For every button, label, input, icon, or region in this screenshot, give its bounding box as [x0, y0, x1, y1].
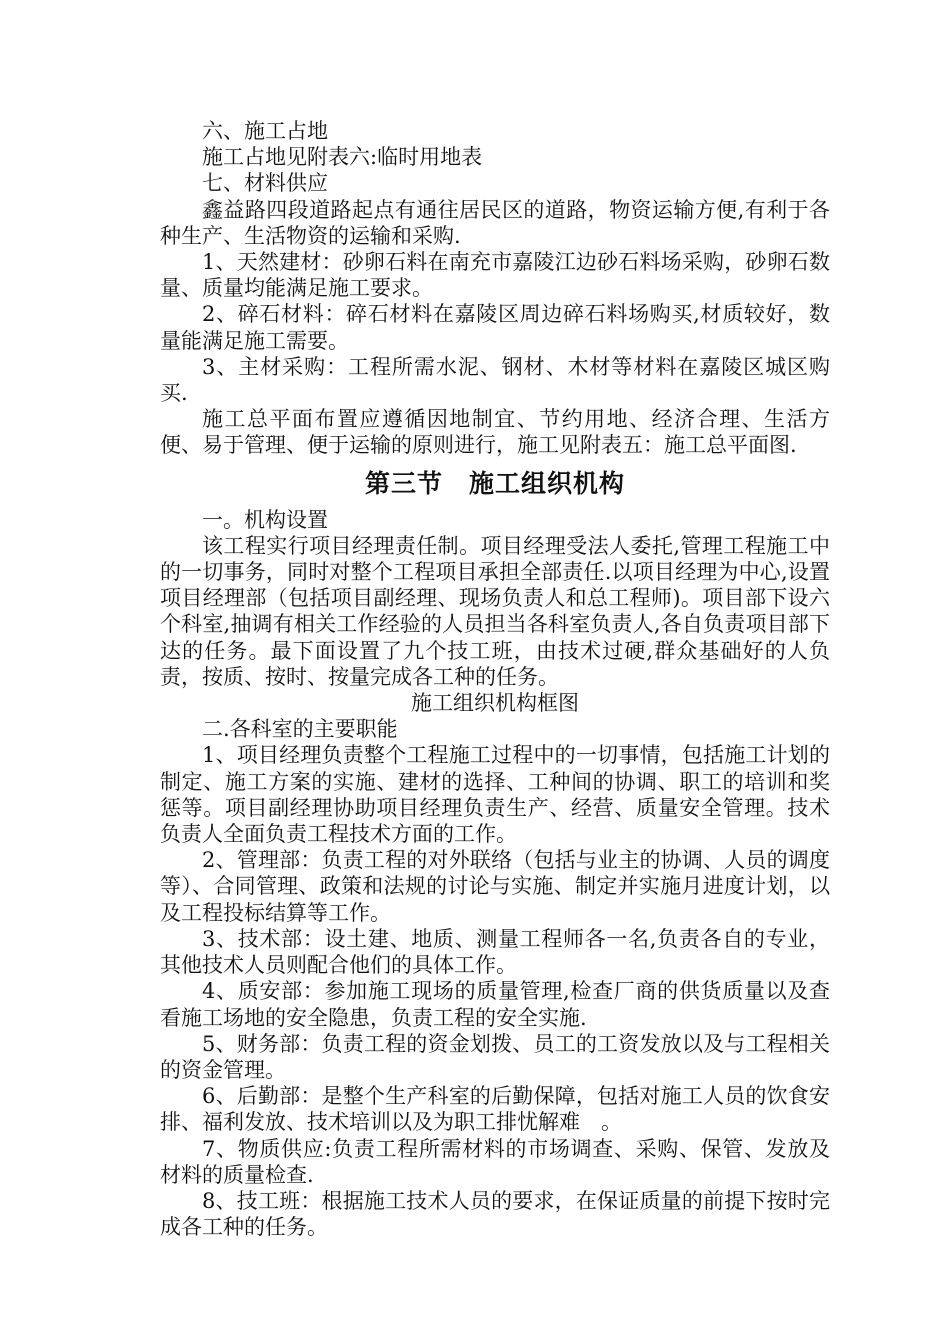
- paragraph: 二.各科室的主要职能: [202, 717, 398, 742]
- paragraph: 该工程实行项目经理责任制。项目经理受法人委托,管理工程施工中的一切事务，同时对整个工程项目承担全部责任.以项目经理为中心,设置项目经理部（包括项目副经理、现场负责人和总工程师)。项目部下设六个科室,抽调有相关工作经验的人员担当各科室负责人,各自负责项目部下达的任务。最下面设置了九个技工班，由技术过硬,群众基础好的人负责，按质、按时、按量完成各工种的任务。: [160, 533, 830, 689]
- paragraph: 一。机构设置: [202, 507, 328, 532]
- paragraph: 1、项目经理负责整个工程施工过程中的一切事情，包括施工计划的制定、施工方案的实施、建材的选择、工种间的协调、职工的培训和奖惩等。项目副经理协助项目经理负责生产、经营、质量安全管理。技术负责人全面负责工程技术方面的工作。: [160, 743, 830, 847]
- paragraph: 施工占地见附表六:临时用地表: [202, 145, 483, 170]
- paragraph: 施工总平面布置应遵循因地制宜、节约用地、经济合理、生活方便、易于管理、便于运输的原则进行，施工见附表五：施工总平面图.: [160, 407, 830, 458]
- paragraph: 七、材料供应: [202, 171, 328, 196]
- paragraph-group-before-heading: [160, 118, 830, 459]
- paragraph: 鑫益路四段道路起点有通往居民区的道路，物资运输方便,有利于各种生产、生活物资的运输和采购.: [160, 197, 830, 248]
- paragraph: 2、管理部：负责工程的对外联络（包括与业主的协调、人员的调度等）、合同管理、政策和法规的讨论与实施、制定并实施月进度计划，以及工程投标结算等工作。: [160, 848, 830, 925]
- paragraph: 8、技工班：根据施工技术人员的要求，在保证质量的前提下按时完成各工种的任务。: [160, 1188, 830, 1240]
- paragraph: 4、质安部：参加施工现场的质量管理,检查厂商的供货质量以及查看施工场地的安全隐患，负责工程的安全实施.: [160, 979, 830, 1030]
- figure-caption: 施工组织机构框图: [411, 691, 579, 716]
- paragraph: 5、财务部：负责工程的资金划拨、员工的工资发放以及与工程相关的资金管理。: [160, 1031, 830, 1082]
- paragraph: 2、碎石材料：碎石材料在嘉陵区周边碎石料场购买,材质较好，数量能满足施工需要。: [160, 302, 830, 353]
- document-body: [160, 118, 830, 1240]
- paragraph: 6、后勤部：是整个生产科室的后勤保障，包括对施工人员的饮食安排、福利发放、技术培训以及为职工排忧解难 。: [160, 1084, 830, 1135]
- paragraph-group-after-caption: [160, 716, 830, 1240]
- paragraph: 3、主材采购：工程所需水泥、钢材、木材等材料在嘉陵区城区购买.: [160, 354, 830, 406]
- paragraph-group-before-caption: [160, 507, 830, 690]
- paragraph: 1、天然建材：砂卵石料在南充市嘉陵江边砂石料场采购，砂卵石数量、质量均能满足施工要求。: [160, 250, 830, 301]
- paragraph: 六、施工占地: [202, 119, 328, 143]
- paragraph: 7、物质供应:负责工程所需材料的市场调查、采购、保管、发放及材料的质量检查.: [160, 1136, 830, 1187]
- paragraph: 3、技术部：设土建、地质、测量工程师各一名,负责各自的专业，其他技术人员则配合他们的具体工作。: [160, 926, 830, 978]
- section-heading: 第三节 施工组织机构: [364, 468, 625, 498]
